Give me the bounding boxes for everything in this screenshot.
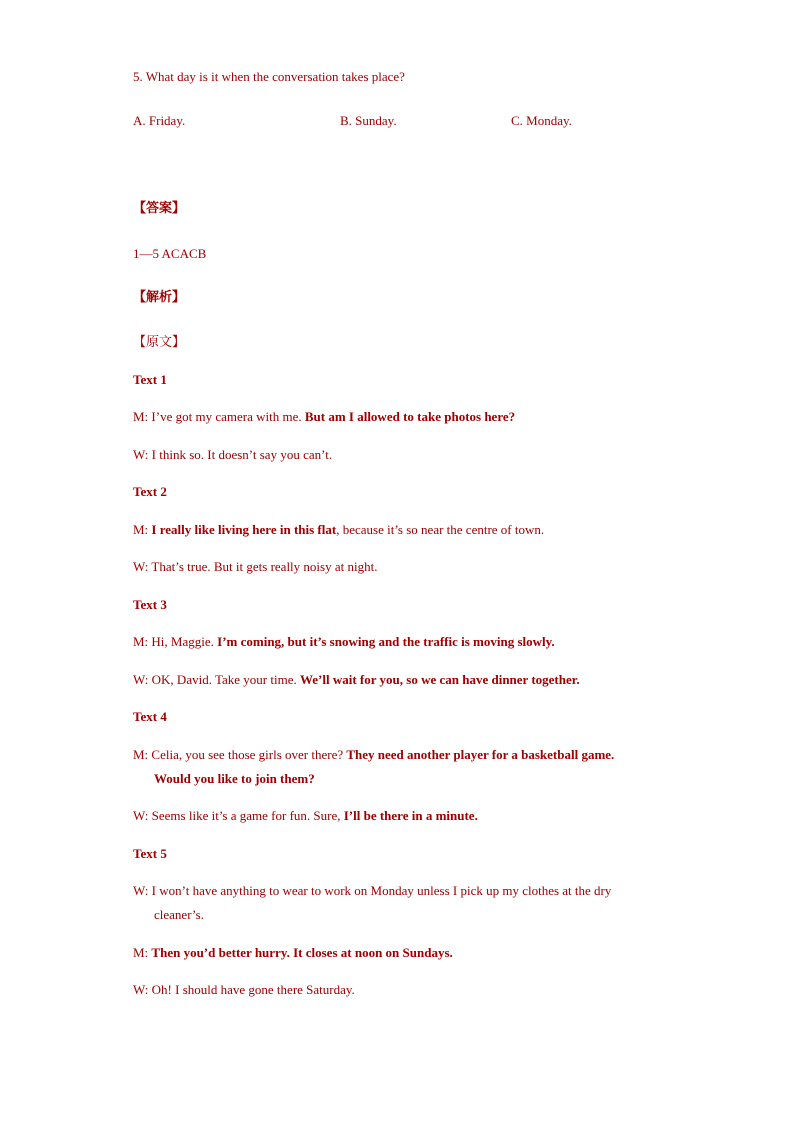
speaker: W:	[133, 447, 152, 462]
option-c: C. Monday.	[511, 113, 572, 128]
original-heading: 【原文】	[133, 335, 186, 350]
dialogue-key: I really like living here in this flat	[151, 522, 337, 537]
speaker: W:	[133, 808, 152, 823]
dialogue-key: But am I allowed to take photos here?	[304, 409, 516, 424]
text-1-title: Text 1	[133, 372, 167, 387]
speaker: M:	[133, 522, 152, 537]
speaker: W:	[133, 883, 152, 898]
speaker: W:	[133, 982, 152, 997]
dialogue-key: I’m coming, but it’s snowing and the traffic is moving slowly.	[217, 634, 555, 649]
text-5-title: Text 5	[133, 846, 167, 861]
option-b: B. Sunday.	[340, 113, 397, 128]
speaker: M:	[133, 634, 152, 649]
text-3-title: Text 3	[133, 597, 167, 612]
dialogue-plain: , because it’s so near the centre of town.	[336, 522, 545, 537]
text-3-line-2	[133, 672, 580, 688]
text-2-line-1	[133, 522, 544, 538]
speaker: W:	[133, 672, 152, 687]
option-a: A. Friday.	[133, 113, 186, 128]
dialogue-plain: I won’t have anything to wear to work on Monday unless I pick up my clothes at the dry	[151, 883, 612, 898]
text-4-line-1-continued: Would you like to join them?	[154, 771, 315, 786]
answer-text: 1—5 ACACB	[133, 246, 207, 261]
dialogue-plain: I’ve got my camera with me.	[151, 409, 305, 424]
text-4-line-1	[133, 747, 614, 763]
dialogue-plain: Hi, Maggie.	[151, 634, 218, 649]
answer-heading: 【答案】	[133, 201, 186, 216]
dialogue-plain: Oh! I should have gone there Saturday.	[151, 982, 355, 997]
dialogue-key: They need another player for a basketball game.	[346, 747, 615, 762]
text-5-line-3	[133, 982, 355, 998]
text-2-line-2	[133, 559, 377, 575]
text-5-line-2	[133, 945, 453, 961]
question-text: 5. What day is it when the conversation takes place?	[133, 69, 405, 84]
text-5-line-1-continued: cleaner’s.	[154, 907, 204, 922]
dialogue-plain: That’s true. But it gets really noisy at night.	[151, 559, 378, 574]
dialogue-plain: OK, David. Take your time.	[151, 672, 300, 687]
analysis-heading: 【解析】	[133, 290, 186, 305]
text-4-line-2	[133, 808, 478, 824]
dialogue-plain: Seems like it’s a game for fun. Sure,	[151, 808, 344, 823]
dialogue-plain: Celia, you see those girls over there?	[151, 747, 347, 762]
text-1-line-1	[133, 409, 515, 425]
text-4-title: Text 4	[133, 709, 167, 724]
dialogue-key: We’ll wait for you, so we can have dinner together.	[299, 672, 580, 687]
text-3-line-1	[133, 634, 555, 650]
dialogue-plain: I think so. It doesn’t say you can’t.	[151, 447, 333, 462]
speaker: M:	[133, 747, 152, 762]
text-5-line-1	[133, 883, 611, 899]
speaker: W:	[133, 559, 152, 574]
speaker: M:	[133, 945, 152, 960]
text-1-line-2	[133, 447, 332, 463]
dialogue-key: Then you’d better hurry. It closes at noon on Sundays.	[151, 945, 453, 960]
dialogue-key: I’ll be there in a minute.	[343, 808, 478, 823]
speaker: M:	[133, 409, 152, 424]
text-2-title: Text 2	[133, 484, 167, 499]
